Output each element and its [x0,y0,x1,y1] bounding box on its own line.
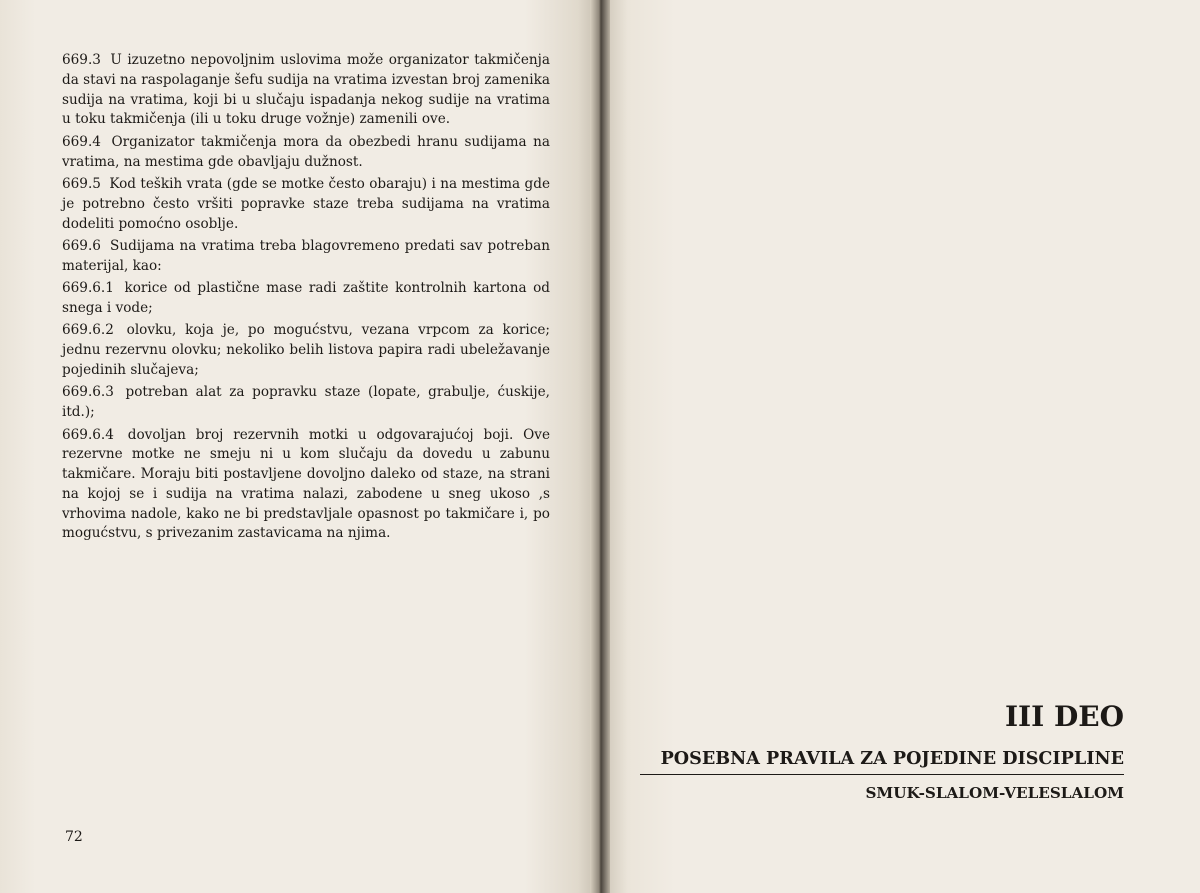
paragraph-669-6-3 [62,383,550,423]
paragraph-669-3 [62,51,550,130]
part-heading-block [604,700,1124,805]
paragraph-text: Sudijama na vratima treba blagovremeno predati sav potreban materijal, kao: [62,237,550,274]
paragraph-669-6-4 [62,426,550,545]
rules-text-block [62,51,550,547]
paragraph-text: olovku, koja je, po mogućstvu, vezana vrpcom za korice; jednu rezervnu olovku; nekoliko belih listova papira radi ubeležavanje pojedinih slučajeva; [62,322,551,378]
paragraph-text: U izuzetno nepovoljnim uslovima može organizator takmičenja da stavi na raspolaganje šefu sudija na vratima izvestan broj zamenika sudija na vratima, koji bi u slučaju ispadanja nekog sudije na vratima u toku takmičenja (ili u toku druge vožnje) zamenili ove. [62,52,550,128]
paragraph-669-5 [62,175,550,234]
left-page [0,0,596,893]
book-gutter [590,0,610,893]
paragraph-669-4 [62,133,550,173]
paragraph-669-6 [62,237,550,277]
paragraph-text: dovoljan broj rezervnih motki u odgovarajućoj boji. Ove rezervne motke ne smeju ni u kom slučaju da dovedu u zabunu takmičare. Moraju biti postavljene dovoljno daleko od staze, na strani na kojoj se i sudija na vratima nalazi, zabodene u sneg ukoso ,s vrhovima nadole, kako ne bi predstavljale opasnost po takmičare i, po mogućstvu, s privezanim zastavicama na njima. [62,426,550,542]
paragraph-text: potreban alat za popravku staze (lopate, grabulje, ćuskije, itd.); [62,384,550,421]
paragraph-number: 669.6.1 [62,280,114,297]
heading-divider [640,774,1124,775]
paragraph-669-6-2 [62,321,550,380]
paragraph-number: 669.6.4 [62,426,114,443]
paragraph-number: 669.4 [62,133,101,150]
paragraph-number: 669.6.2 [62,322,114,339]
part-disciplines: SMUK-SLALOM-VELESLALOM [865,784,1124,802]
paragraph-text: Kod teških vrata (gde se motke često obaraju) i na mestima gde je potrebno često vršiti popravke staze treba sudijama na vratima dodeliti pomoćno osoblje. [62,175,550,232]
paragraph-text: korice od plastične mase radi zaštite kontrolnih kartona od snega i vode; [62,280,550,316]
paragraph-number: 669.6 [62,237,101,254]
page-number: 72 [65,829,83,845]
right-page [604,0,1200,893]
paragraph-number: 669.6.3 [62,384,114,401]
paragraph-669-6-1 [62,279,550,319]
paragraph-number: 669.5 [62,175,101,192]
part-subtitle: POSEBNA PRAVILA ZA POJEDINE DISCIPLINE [660,748,1124,769]
paragraph-text: Organizator takmičenja mora da obezbedi hranu sudijama na vratima, na mestima gde obavljaju dužnost. [62,133,550,170]
paragraph-number: 669.3 [62,52,101,68]
part-title: III DEO [1004,700,1124,733]
